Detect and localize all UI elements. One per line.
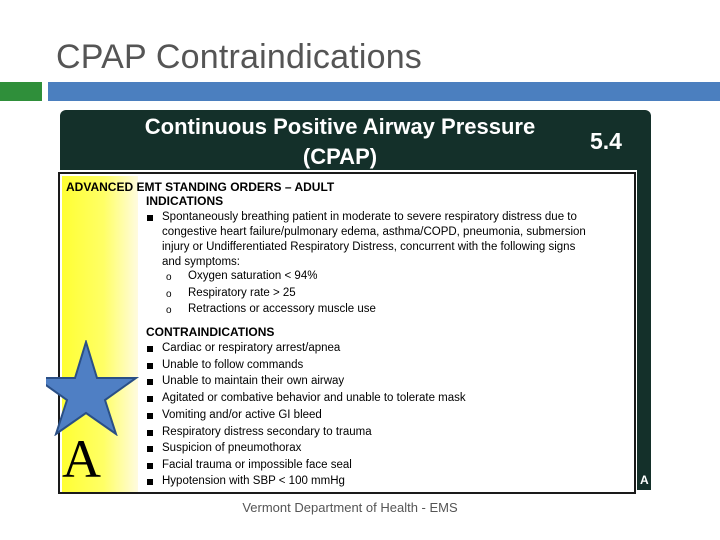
star-icon — [46, 340, 142, 436]
protocol-side-strip — [637, 170, 651, 490]
protocol-title-line2: (CPAP) — [302, 144, 378, 169]
square-bullet-icon — [147, 446, 153, 452]
square-bullet-icon — [147, 413, 153, 419]
square-bullet-icon — [147, 430, 153, 436]
circle-bullet-icon: o — [166, 305, 172, 316]
slide-title: CPAP Contraindications — [56, 38, 422, 76]
indications-heading: INDICATIONS — [146, 194, 224, 208]
contraindication-item: Cardiac or respiratory arrest/apnea — [162, 342, 341, 354]
accent-bar-green — [0, 82, 42, 101]
square-bullet-icon — [147, 396, 153, 402]
contraindications-heading: CONTRAINDICATIONS — [146, 325, 275, 339]
square-bullet-icon — [147, 479, 153, 485]
square-bullet-icon — [147, 379, 153, 385]
standing-orders-title: ADVANCED EMT STANDING ORDERS – ADULT — [66, 180, 335, 194]
protocol-body — [58, 172, 636, 494]
indication-line: and symptoms: — [162, 256, 240, 268]
circle-bullet-icon: o — [166, 272, 172, 283]
accent-bar-blue — [48, 82, 720, 101]
indication-line: congestive heart failure/pulmonary edema, asthma/COPD, pneumonia, submersion — [162, 226, 586, 238]
square-bullet-icon — [147, 346, 153, 352]
protocol-number: 5.4 — [590, 128, 622, 154]
contraindication-item: Agitated or combative behavior and unable to tolerate mask — [162, 392, 466, 404]
indication-line: injury or Undifferentiated Respiratory Distress, concurrent with the following signs — [162, 241, 576, 253]
sub-bullet-item: Retractions or accessory muscle use — [188, 303, 376, 315]
square-bullet-icon — [147, 463, 153, 469]
contraindication-item: Facial trauma or impossible face seal — [162, 459, 352, 471]
side-strip-letter: A — [640, 473, 649, 487]
protocol-title-line1: Continuous Positive Airway Pressure — [144, 114, 536, 139]
contraindication-item: Vomiting and/or active GI bleed — [162, 409, 322, 421]
circle-bullet-icon: o — [166, 289, 172, 300]
level-letter: A — [62, 429, 101, 489]
sub-bullet-item: Respiratory rate > 25 — [188, 287, 296, 299]
slide-footer: Vermont Department of Health - EMS — [242, 500, 458, 515]
square-bullet-icon — [147, 215, 153, 221]
contraindication-item: Respiratory distress secondary to trauma — [162, 426, 372, 438]
sub-bullet-item: Oxygen saturation < 94% — [188, 270, 318, 282]
contraindication-item: Unable to maintain their own airway — [162, 375, 345, 387]
protocol-header — [60, 110, 651, 170]
contraindication-item: Suspicion of pneumothorax — [162, 442, 302, 454]
indication-line: Spontaneously breathing patient in moderate to severe respiratory distress due to — [162, 211, 577, 223]
contraindication-item: Hypotension with SBP < 100 mmHg — [162, 475, 345, 487]
contraindication-item: Unable to follow commands — [162, 359, 304, 371]
square-bullet-icon — [147, 363, 153, 369]
protocol-title — [60, 112, 620, 172]
